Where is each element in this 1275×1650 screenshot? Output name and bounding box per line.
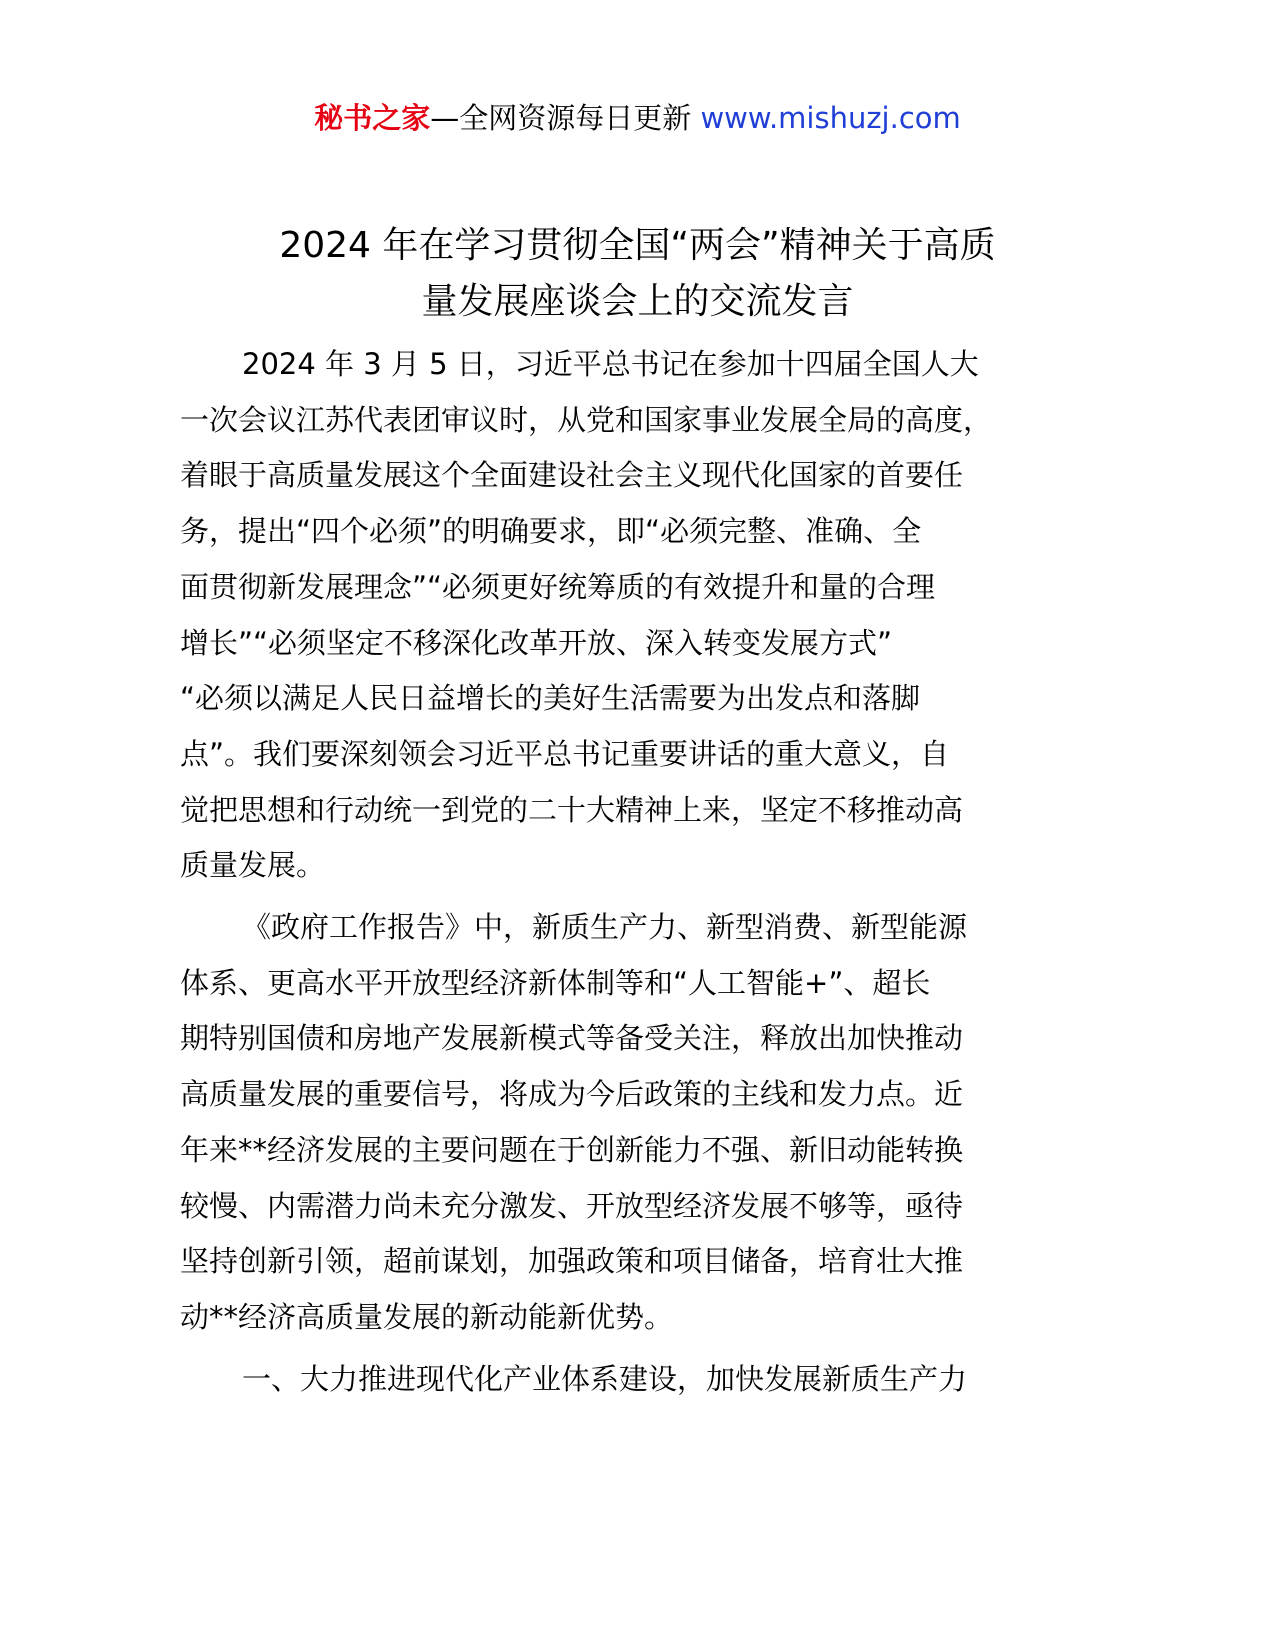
text-line: 体系、更高水平开放型经济新体制等和“人工智能+”、超长 [180,965,931,1000]
document-title [180,218,1095,330]
title-line-2: 量发展座谈会上的交流发言 [421,281,854,322]
section-heading [180,1352,1060,1408]
paragraph-2 [180,900,1060,1346]
text-line: 高质量发展的重要信号，将成为今后政策的主线和发力点。近 [180,1077,964,1112]
text-line: 一次会议江苏代表团审议时，从党和国家事业发展全局的高度， [180,402,993,437]
title-line-1: 2024 年在学习贯彻全国“两会”精神关于高质 [279,225,996,266]
text-line: 增长”“必须坚定不移深化改革开放、深入转变发展方式” [180,625,893,660]
text-line: 《政府工作报告》中，新质生产力、新型消费、新型能源 [242,910,968,945]
site-brand: 秘书之家 [314,101,431,135]
text-line: 面贯彻新发展理念”“必须更好统筹质的有效提升和量的合理 [180,569,936,604]
text-line: 期特别国债和房地产发展新模式等备受关注，释放出加快推动 [180,1021,964,1056]
site-url-link[interactable]: www.mishuzj.com [700,101,961,135]
text-line: 动**经济高质量发展的新动能新优势。 [180,1299,674,1334]
text-line: 年来**经济发展的主要问题在于创新能力不强、新旧动能转换 [180,1132,964,1167]
text-line: 质量发展。 [180,848,326,883]
site-header [0,98,1275,138]
text-line: 务，提出“四个必须”的明确要求，即“必须完整、准确、全 [180,514,922,549]
text-line: “必须以满足人民日益增长的美好生活需要为出发点和落脚 [180,681,921,716]
document-body [180,337,1060,1413]
section-heading-text: 一、大力推进现代化产业体系建设，加快发展新质生产力 [242,1361,968,1396]
text-line: 着眼于高质量发展这个全面建设社会主义现代化国家的首要任 [180,458,964,493]
text-line: 点”。我们要深刻领会习近平总书记重要讲话的重大意义，自 [180,736,950,771]
paragraph-1 [180,337,1060,894]
text-line: 坚持创新引领，超前谋划，加强政策和项目储备，培育壮大推 [180,1244,964,1279]
text-line: 2024 年 3 月 5 日，习近平总书记在参加十四届全国人大 [242,347,979,381]
text-line: 较慢、内需潜力尚未充分激发、开放型经济发展不够等，亟待 [180,1188,964,1223]
text-line: 觉把思想和行动统一到党的二十大精神上来，坚定不移推动高 [180,792,964,827]
site-tagline: —全网资源每日更新 [430,101,692,135]
